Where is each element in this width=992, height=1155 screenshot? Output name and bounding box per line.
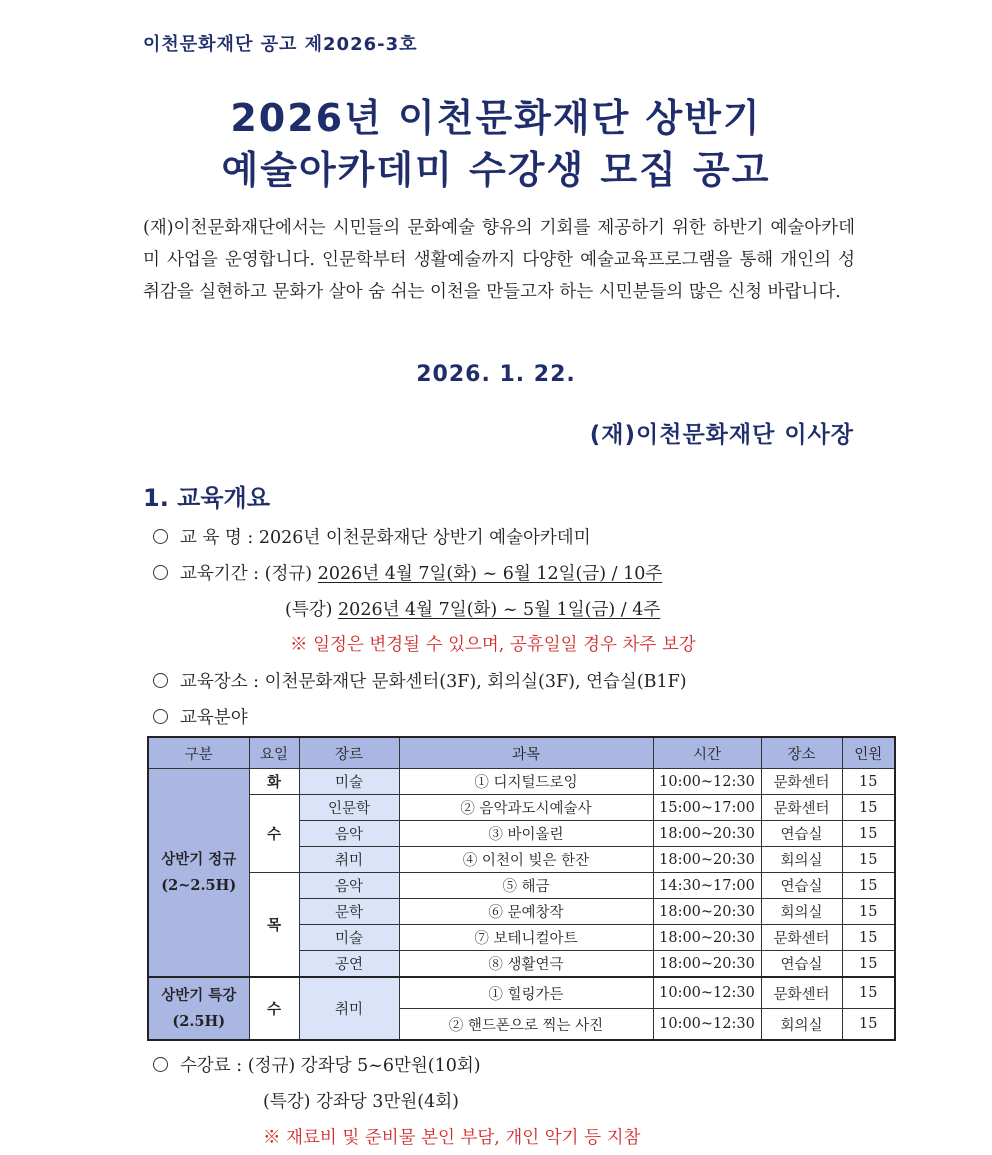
place-cell: 문화센터 xyxy=(761,977,842,1009)
group-regular-hours: (2~2.5H) xyxy=(161,876,237,894)
edu-place-line xyxy=(153,668,687,693)
count-cell: 15 xyxy=(842,821,895,847)
count-cell: 15 xyxy=(842,1009,895,1041)
header-cell: 시간 xyxy=(653,737,761,769)
circle-bullet-icon xyxy=(153,673,168,688)
genre-cell: 취미 xyxy=(299,847,399,873)
time-cell: 10:00~12:30 xyxy=(653,769,761,795)
fee-special: (특강) 강좌당 3만원(4회) xyxy=(263,1092,459,1112)
time-cell: 14:30~17:00 xyxy=(653,873,761,899)
header-cell: 장르 xyxy=(299,737,399,769)
count-cell: 15 xyxy=(842,873,895,899)
place-cell: 연습실 xyxy=(761,821,842,847)
notice-date: 2026. 1. 22. xyxy=(416,362,576,387)
table-row xyxy=(148,769,895,795)
section-title: 1. 교육개요 xyxy=(143,484,270,512)
subject-cell: ③ 바이올린 xyxy=(399,821,653,847)
edu-place-label: 교육장소 : xyxy=(180,672,260,692)
subject-cell: ⑤ 해금 xyxy=(399,873,653,899)
place-cell: 회의실 xyxy=(761,1009,842,1041)
edu-name-value: 2026년 이천문화재단 상반기 예술아카데미 xyxy=(258,528,591,548)
circle-bullet-icon xyxy=(153,565,168,580)
subject-cell: ⑦ 보테니컬아트 xyxy=(399,925,653,951)
day-cell: 수 xyxy=(249,795,299,873)
edu-period-label: 교육기간 : xyxy=(180,564,260,584)
genre-cell: 공연 xyxy=(299,951,399,978)
time-cell: 15:00~17:00 xyxy=(653,795,761,821)
fee-line xyxy=(153,1052,481,1077)
fee-label: 수강료 : xyxy=(180,1056,243,1076)
count-cell: 15 xyxy=(842,977,895,1009)
group-regular-name: 상반기 정규 xyxy=(161,850,237,868)
genre-cell: 미술 xyxy=(299,769,399,795)
table-row xyxy=(148,977,895,1009)
fee-note: ※ 재료비 및 준비물 본인 부담, 개인 악기 등 지참 xyxy=(263,1128,641,1148)
subject-cell: ④ 이천이 빚은 한잔 xyxy=(399,847,653,873)
genre-cell: 문학 xyxy=(299,899,399,925)
subject-cell: ② 음악과도시예술사 xyxy=(399,795,653,821)
page-title xyxy=(0,92,992,196)
place-cell: 회의실 xyxy=(761,847,842,873)
genre-cell: 음악 xyxy=(299,821,399,847)
count-cell: 15 xyxy=(842,951,895,978)
count-cell: 15 xyxy=(842,795,895,821)
header-cell: 과목 xyxy=(399,737,653,769)
group-special-name: 상반기 특강 xyxy=(161,986,237,1004)
place-cell: 연습실 xyxy=(761,873,842,899)
count-cell: 15 xyxy=(842,899,895,925)
count-cell: 15 xyxy=(842,847,895,873)
subject-cell: ① 디지털드로잉 xyxy=(399,769,653,795)
time-cell: 18:00~20:30 xyxy=(653,899,761,925)
fee-regular: (정규) 강좌당 5~6만원(10회) xyxy=(247,1056,481,1076)
genre-cell: 인문학 xyxy=(299,795,399,821)
genre-cell: 음악 xyxy=(299,873,399,899)
group-special xyxy=(148,977,249,1040)
day-cell: 목 xyxy=(249,873,299,978)
period-special-tag: (특강) xyxy=(285,600,333,620)
place-cell: 문화센터 xyxy=(761,795,842,821)
time-cell: 10:00~12:30 xyxy=(653,977,761,1009)
place-cell: 연습실 xyxy=(761,951,842,978)
group-special-hours: (2.5H) xyxy=(172,1012,226,1030)
table-header-row xyxy=(148,737,895,769)
signer: (재)이천문화재단 이사장 xyxy=(589,422,854,448)
count-cell: 15 xyxy=(842,925,895,951)
time-cell: 18:00~20:30 xyxy=(653,951,761,978)
edu-name-label: 교 육 명 : xyxy=(180,528,254,548)
schedule-table xyxy=(147,736,896,1041)
edu-name-line xyxy=(153,524,591,549)
subject-cell: ⑥ 문예창작 xyxy=(399,899,653,925)
genre-cell: 취미 xyxy=(299,977,399,1040)
edu-place-value: 이천문화재단 문화센터(3F), 회의실(3F), 연습실(B1F) xyxy=(264,672,687,692)
title-line-2: 예술아카데미 수강생 모집 공고 xyxy=(221,148,771,192)
place-cell: 문화센터 xyxy=(761,925,842,951)
circle-bullet-icon xyxy=(153,1057,168,1072)
header-cell: 구분 xyxy=(148,737,249,769)
circle-bullet-icon xyxy=(153,529,168,544)
period-regular-tag: (정규) xyxy=(264,564,313,584)
table-row xyxy=(148,795,895,821)
place-cell: 문화센터 xyxy=(761,769,842,795)
title-line-1: 2026년 이천문화재단 상반기 xyxy=(230,96,762,140)
subject-cell: ⑧ 생활연극 xyxy=(399,951,653,978)
time-cell: 18:00~20:30 xyxy=(653,821,761,847)
table-row xyxy=(148,873,895,899)
subject-cell: ① 힐링가든 xyxy=(399,977,653,1009)
time-cell: 10:00~12:30 xyxy=(653,1009,761,1041)
header-cell: 장소 xyxy=(761,737,842,769)
place-cell: 회의실 xyxy=(761,899,842,925)
notice-number: 이천문화재단 공고 제2026-3호 xyxy=(143,34,418,55)
header-cell: 요일 xyxy=(249,737,299,769)
intro-paragraph: (재)이천문화재단에서는 시민들의 문화예술 향유의 기회를 제공하기 위한 하반기 예술아카데미 사업을 운영합니다. 인문학부터 생활예술까지 다양한 예술교육프로그램을 통해 개인의 성취감을 실현하고 문화가 살아 숨 쉬는 이천을 만들고자 하는 시민분들의 많은 신청 바랍니다. xyxy=(143,218,855,302)
day-cell: 화 xyxy=(249,769,299,795)
period-special: 2026년 4월 7일(화) ~ 5월 1일(금) / 4주 xyxy=(338,600,661,620)
period-note: ※ 일정은 변경될 수 있으며, 공휴일일 경우 차주 보강 xyxy=(290,635,696,655)
time-cell: 18:00~20:30 xyxy=(653,847,761,873)
edu-field-label: 교육분야 xyxy=(180,708,248,728)
period-regular: 2026년 4월 7일(화) ~ 6월 12일(금) / 10주 xyxy=(317,564,663,584)
circle-bullet-icon xyxy=(153,709,168,724)
edu-period-line xyxy=(153,560,662,585)
group-regular xyxy=(148,769,249,978)
day-cell: 수 xyxy=(249,977,299,1040)
edu-field-line xyxy=(153,704,248,729)
header-cell: 인원 xyxy=(842,737,895,769)
genre-cell: 미술 xyxy=(299,925,399,951)
subject-cell: ② 핸드폰으로 찍는 사진 xyxy=(399,1009,653,1041)
count-cell: 15 xyxy=(842,769,895,795)
time-cell: 18:00~20:30 xyxy=(653,925,761,951)
edu-period-special-line xyxy=(285,596,660,621)
